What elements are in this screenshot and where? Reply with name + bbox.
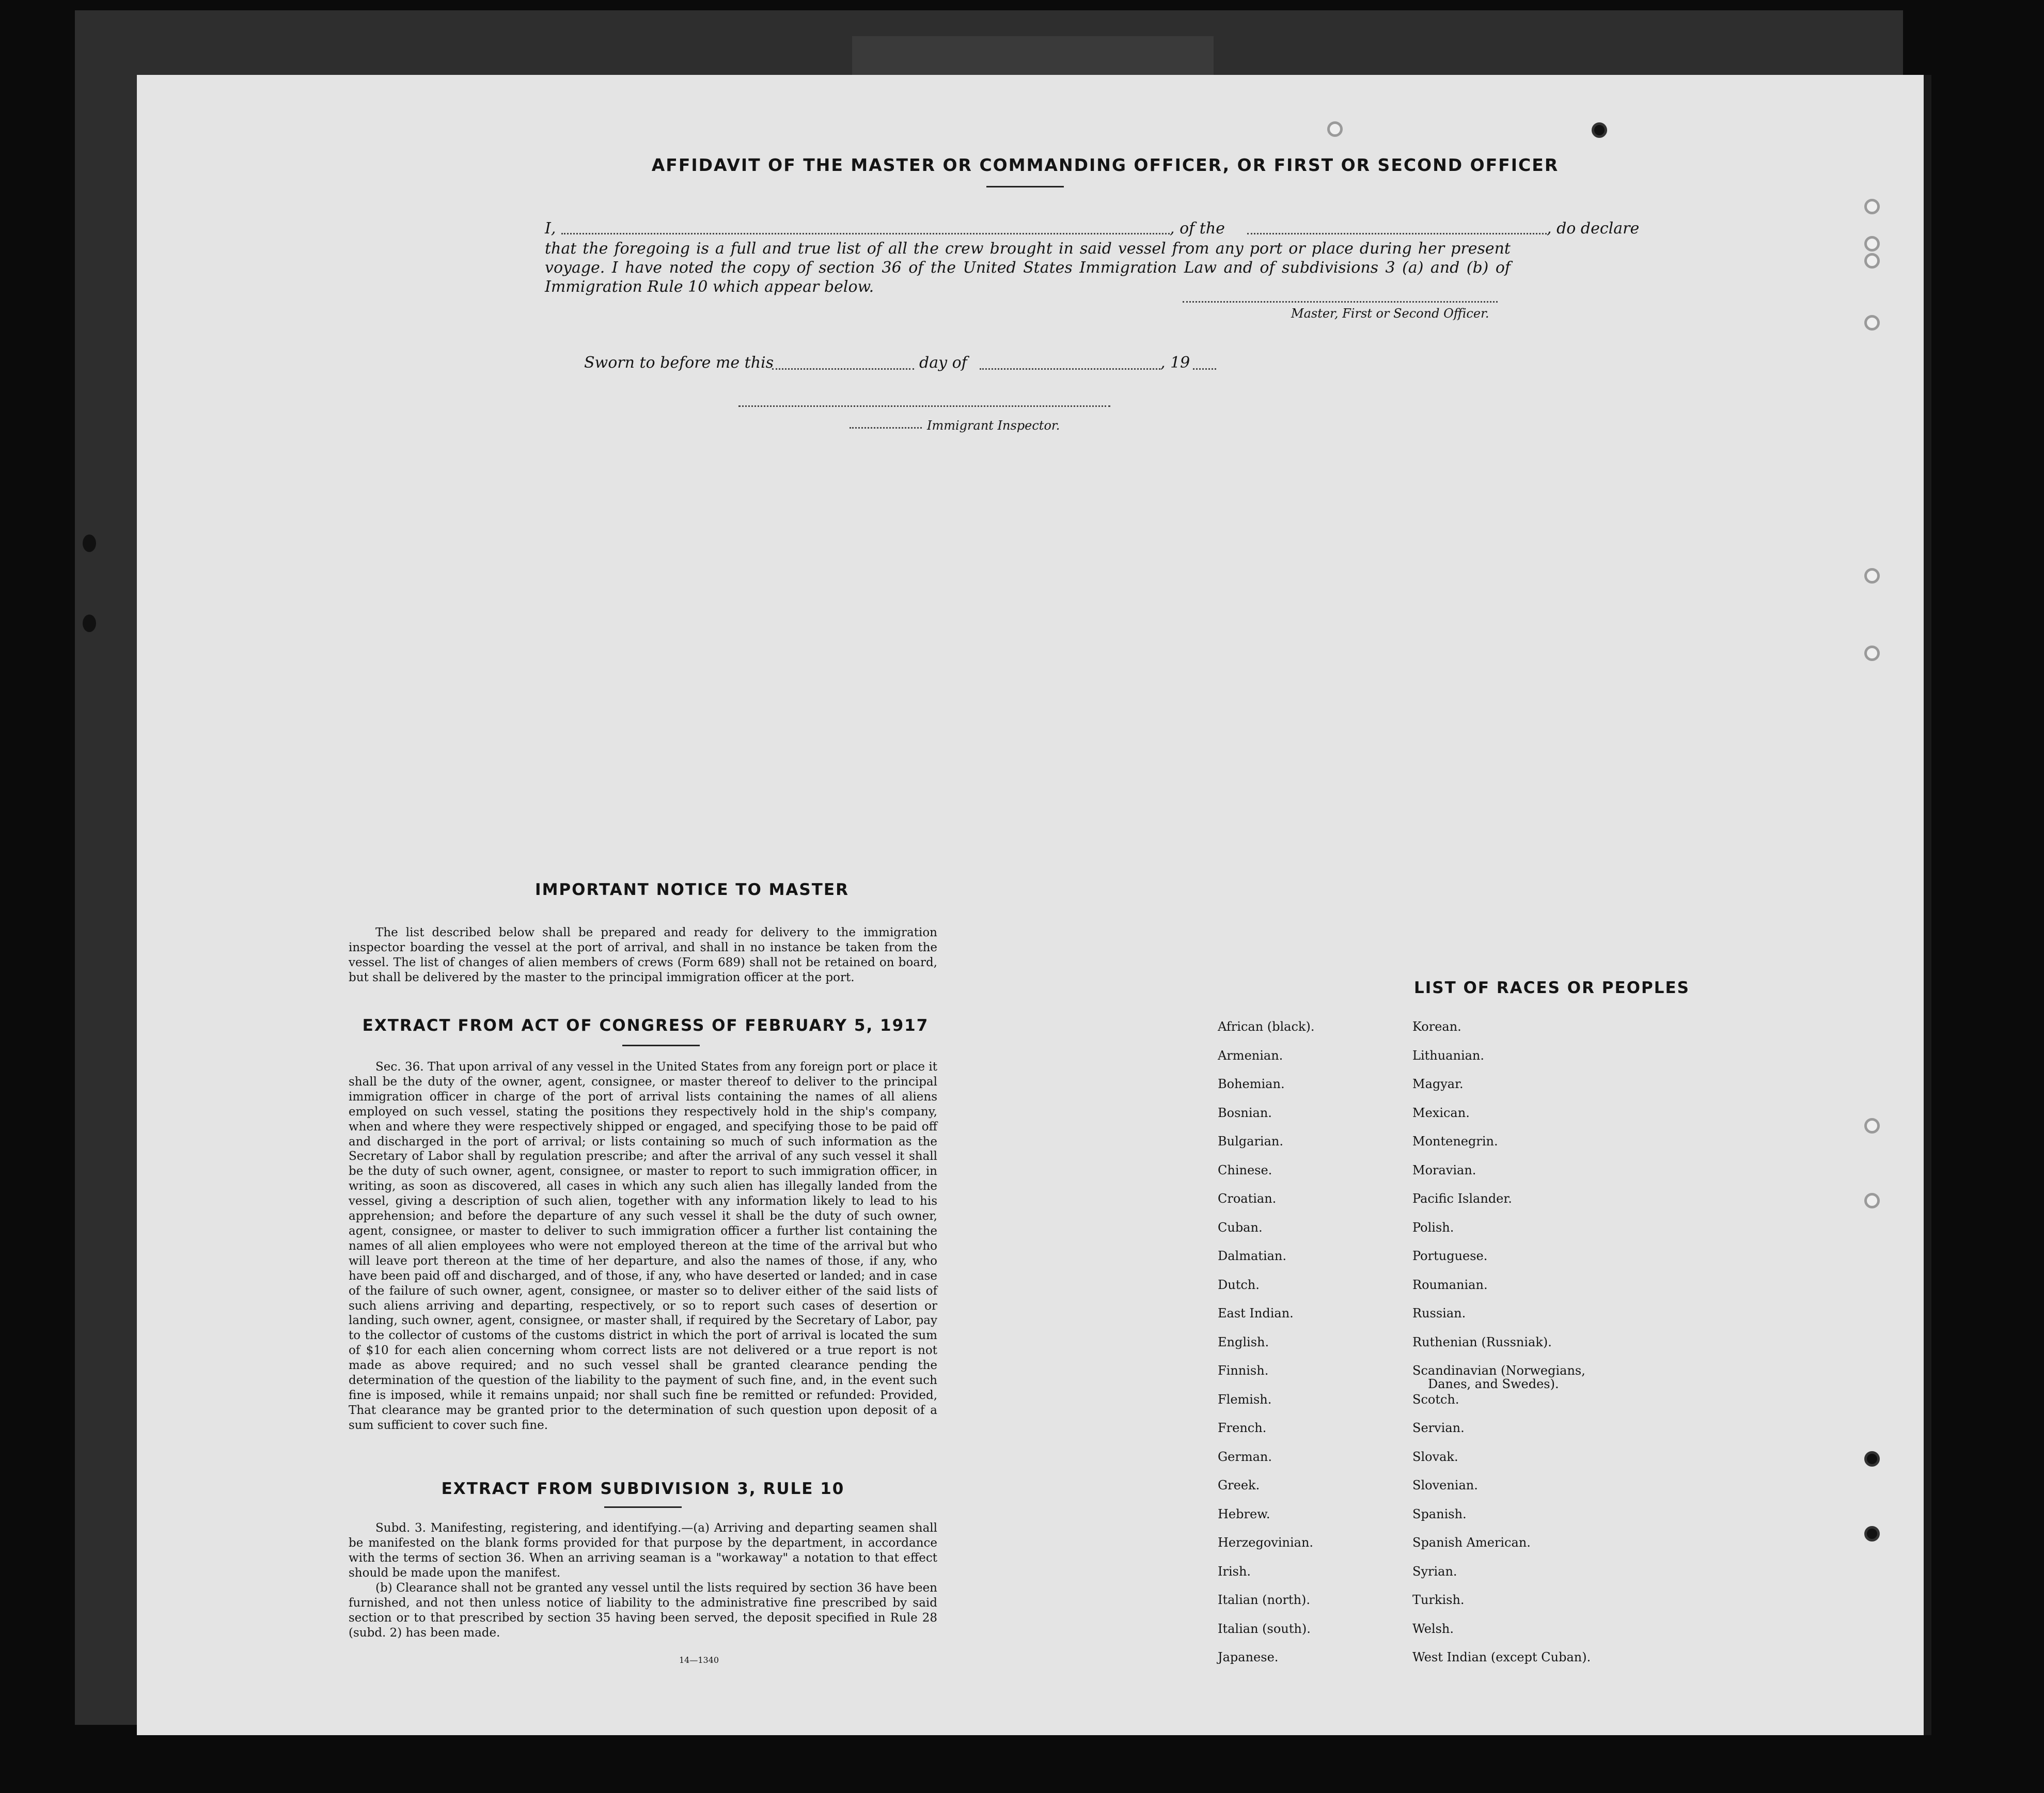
race-item: Herzegovinian. [1218,1535,1314,1550]
race-item: Korean. [1412,1019,1461,1034]
race-item: Bohemian. [1218,1077,1285,1091]
subdivision-3b-text: (b) Clearance shall not be granted any vessel until the lists required by section 36 have been furnished, and not then unless notice of liability to the administrative fine prescribed by said section or to that prescribed by section 35 having been served, the deposit specified in Rule 28 (subd. 2) has been made. [349,1581,937,1640]
punch-hole-icon [1864,568,1880,584]
binder-hole-icon [83,534,96,552]
races-title: LIST OF RACES OR PEOPLES [1413,979,1690,997]
affidavit-i-label: I, [545,219,556,238]
punch-hole-icon [1864,1118,1880,1134]
race-item: Moravian. [1412,1162,1476,1177]
race-item: Russian. [1412,1306,1466,1320]
race-item: Polish. [1412,1220,1454,1235]
race-item: Italian (south). [1218,1621,1311,1636]
race-item: Servian. [1412,1421,1465,1435]
day-of-label: day of [919,354,967,372]
race-item: Syrian. [1412,1564,1457,1579]
races-column-1 [1218,1020,1314,1679]
race-item: Scotch. [1412,1392,1459,1407]
race-item: Magyar. [1412,1077,1464,1091]
do-declare-label: , do declare [1547,219,1640,238]
punch-hole-icon [1592,122,1607,138]
race-item: Turkish. [1412,1593,1465,1607]
affidavit-title: AFFIDAVIT OF THE MASTER OR COMMANDING OFFICER, OR FIRST OR SECOND OFFICER [651,155,1559,175]
race-item: East Indian. [1218,1306,1294,1320]
punch-hole-icon [1864,253,1880,269]
race-item: French. [1218,1421,1267,1435]
race-item: Lithuanian. [1412,1048,1485,1063]
sworn-label: Sworn to before me this [584,354,774,372]
race-item: Welsh. [1412,1621,1454,1636]
inspector-label: Immigrant Inspector. [927,418,1060,433]
race-item: West Indian (except Cuban). [1412,1650,1591,1664]
race-item: Armenian. [1218,1048,1283,1063]
notice-text: The list described below shall be prepared and ready for delivery to the immigration inspector boarding the vessel at the port of arrival, and shall in no instance be taken from the vessel. The list of changes of alien members of crews (Form 689) shall not be retained on board, but shall be delivered by the master to the principal immigration officer at the port. [349,926,937,984]
race-item: Dalmatian. [1218,1249,1287,1263]
race-item: Dutch. [1218,1277,1260,1292]
race-item: Slovenian. [1412,1478,1478,1492]
signature-line [1183,301,1498,303]
race-item: African (black). [1218,1019,1315,1034]
race-item: English. [1218,1334,1269,1349]
act-extract-rule [622,1045,700,1046]
punch-hole-icon [1864,315,1880,331]
race-item: Irish. [1218,1564,1251,1579]
punch-hole-icon [1864,236,1880,251]
race-item: Roumanian. [1412,1277,1488,1292]
race-item: Pacific Islander. [1412,1191,1512,1206]
race-item: Greek. [1218,1478,1260,1492]
punch-hole-icon [1864,646,1880,661]
race-item: German. [1218,1449,1272,1464]
binder-hole-icon [83,615,96,632]
inspector-short-line [850,427,922,429]
name-blank-line [561,233,1170,234]
race-item: Slovak. [1412,1449,1458,1464]
races-column-2 [1412,1020,1619,1679]
subdivision-3a-text: Subd. 3. Manifesting, registering, and identifying.—(a) Arriving and departing seamen shall be manifested on the blank forms provided for that purpose by the department, in accordance with the terms of section 36. When an arriving seaman is a "workaway" a notation to that effect should be made upon the manifest. [349,1521,937,1580]
race-item: Portuguese. [1412,1249,1488,1263]
punch-hole-icon [1864,1451,1880,1467]
punch-hole-icon [1327,121,1343,137]
punch-hole-icon [1864,1193,1880,1208]
race-item: Finnish. [1218,1363,1269,1378]
punch-hole-icon [1864,199,1880,214]
race-item: Japanese. [1218,1650,1279,1664]
vessel-blank-line [1247,233,1547,234]
year-label: , 19 [1160,354,1190,372]
form-number: 14—1340 [679,1655,719,1665]
race-item: Spanish American. [1412,1535,1531,1550]
race-item: Croatian. [1218,1191,1277,1206]
declaration-text: that the foregoing is a full and true list of all the crew brought in said vessel from any port or place during her present voyage. I have noted the copy of section 36 of the United States Immigration Law and of subdivisions 3 (a) and (b) of Immigration Rule 10 which appear below. [545,240,1511,296]
of-the-label: , of the [1170,219,1225,238]
race-item: Bosnian. [1218,1105,1272,1120]
race-item: Scandinavian (Norwegians, Danes, and Swedes). [1412,1363,1585,1391]
race-item: Bulgarian. [1218,1134,1283,1149]
section-36-text: Sec. 36. That upon arrival of any vessel in the United States from any foreign port or place it shall be the duty of the owner, agent, consignee, or master thereof to deliver to the principal immigration officer in charge of the port of arrival lists containing the names of all aliens employed on such vessel, stating the positions they respectively hold in the ship's company, when and where they were respectively shipped or engaged, and specifying those to be paid off and discharged in the port of arrival; or lists containing so much of such information as the Secretary of Labor shall by regulation prescribe; and after the arrival of any such vessel it shall be the duty of such owner, agent, consignee, or master to report to such immigration officer, in writing, as soon as discovered, all cases in which any such alien has illegally landed from the vessel, giving a description of such alien, together with any information likely to lead to his apprehension; and before the departure of any such vessel it shall be the duty of such owner, agent, consignee, or master to deliver to such immigration officer a further list containing the names of all alien employees who were not employed thereon at the time of the arrival but who will leave port thereon at the time of her departure, and also the names of those, if any, who have been paid off and discharged, and of those, if any, who have deserted or landed; and in case of the failure of such owner, agent, consignee, or master so to deliver either of the said lists of such aliens arriving and departing, respectively, or so to report such cases of desertion or landing, such owner, agent, consignee, or master shall, if required by the Secretary of Labor, pay to the collector of customs of the customs district in which the port of arrival is located the sum of $10 for each alien concerning whom correct lists are not delivered or a true report is not made as above required; and no such vessel shall be granted clearance pending the determination of the question of the liability to the payment of such fine, and, in the event such fine is imposed, while it remains unpaid; nor shall such fine be remitted or refunded: Provided, That clearance may be granted prior to the determination of such question upon deposit of a sum sufficient to cover such fine. [349,1060,937,1432]
race-item: Spanish. [1412,1506,1467,1521]
signature-label: Master, First or Second Officer. [1291,306,1489,321]
race-item: Italian (north). [1218,1593,1311,1607]
race-item: Mexican. [1412,1105,1470,1120]
rule-extract-rule [604,1506,682,1508]
title-rule [986,186,1064,187]
sworn-month-blank [980,368,1160,370]
race-item: Hebrew. [1218,1506,1270,1521]
notice-title: IMPORTANT NOTICE TO MASTER [535,880,849,899]
punch-hole-icon [1864,1526,1880,1542]
act-extract-title: EXTRACT FROM ACT OF CONGRESS OF FEBRUARY 5, 1917 [362,1016,929,1035]
race-item: Montenegrin. [1412,1134,1498,1149]
rule-extract-title: EXTRACT FROM SUBDIVISION 3, RULE 10 [441,1480,845,1498]
document-page [137,75,1924,1735]
race-item: Flemish. [1218,1392,1272,1407]
race-item: Ruthenian (Russniak). [1412,1334,1552,1349]
sworn-year-blank [1193,368,1216,370]
sworn-day-blank [772,368,914,370]
back-sheet-strip [852,36,1214,77]
race-item: Cuban. [1218,1220,1263,1235]
race-item: Chinese. [1218,1162,1272,1177]
inspector-signature-line [738,405,1110,407]
